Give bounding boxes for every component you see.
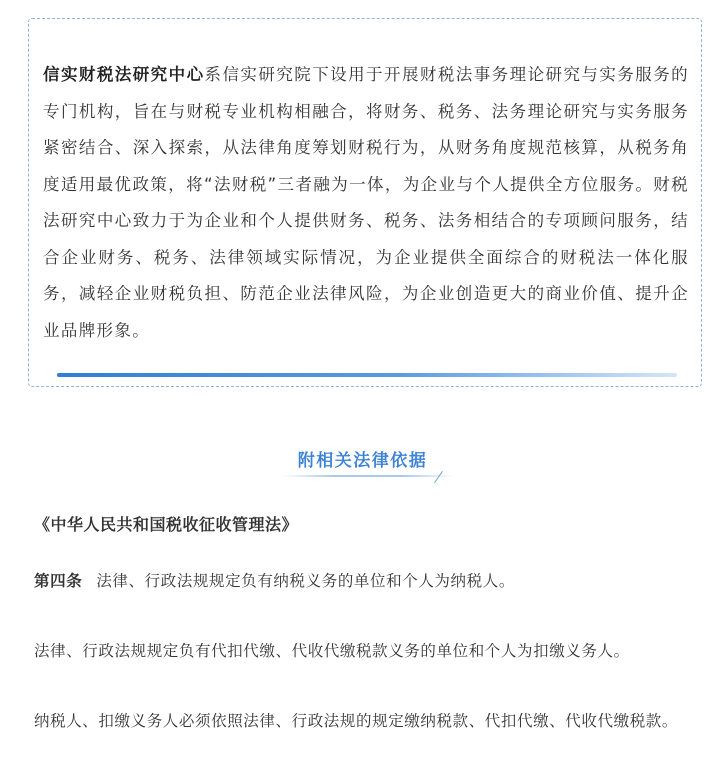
article-text: 法律、行政法规规定负有纳税义务的单位和个人为纳税人。 <box>96 572 515 590</box>
intro-body: 系信实研究院下设用于开展财税法事务理论研究与实务服务的专门机构，旨在与财税专业机构相融合，将财务、税务、法务理论研究与实务服务紧密结合、深入探索，从法律角度筹划财税行为，从财务角度规范核算，从税务角度适用最优政策，将“法财税”三者融为一体，为企业与个人提供全方位服务。财税法研究中心致力于为企业和个人提供财务、税务、法务相结合的专项顾问服务，结合企业财务、税务、法律领域实际情况，为企业提供全面综合的财税法一体化服务，减轻企业财税负担、防范企业法律风险，为企业创造更大的商业价值、提升企业品牌形象。 <box>43 65 689 340</box>
heading-underline <box>282 475 454 477</box>
article-paragraph <box>34 566 696 596</box>
law-paragraph-2: 法律、行政法规规定负有代扣代缴、代收代缴税款义务的单位和个人为扣缴义务人。 <box>34 642 630 660</box>
intro-paragraph <box>43 57 689 349</box>
law-title: 《中华人民共和国税收征收管理法》 <box>34 515 299 534</box>
org-name: 信实财税法研究中心 <box>43 65 205 84</box>
section-heading: 附相关法律依据 <box>297 451 428 471</box>
heading-slash-decoration <box>434 471 443 483</box>
intro-box <box>28 18 702 387</box>
intro-accent-bar <box>57 373 677 377</box>
law-paragraph-3: 纳税人、扣缴义务人必须依照法律、行政法规的规定缴纳税款、代扣代缴、代收代缴税款。 <box>34 712 679 730</box>
article-label: 第四条 <box>34 572 83 590</box>
